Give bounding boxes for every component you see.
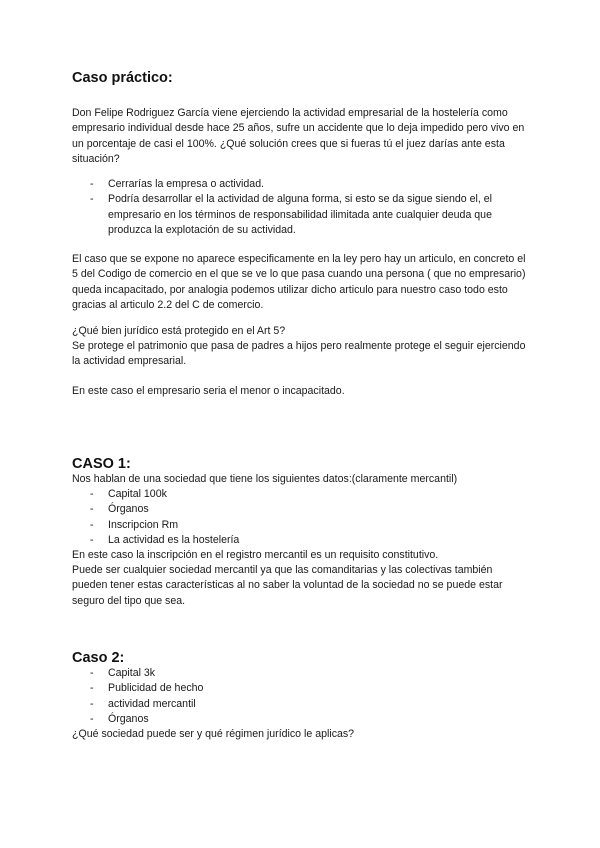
answer-paragraph: El caso que se expone no aparece especificamente en la ley pero hay un articulo, en concreto el 5 del Codigo de comercio en el que se ve lo que pasa cuando una persona ( que no empresario) queda incapacitado, por analogia podemos utilizar dicho articulo para nuestro caso todo esto gracias al articulo 2.2 del C de comercio.	[72, 253, 526, 311]
list-item: - Órganos	[72, 502, 530, 517]
bullet-dash: -	[90, 667, 94, 679]
bullet-dash: -	[90, 193, 94, 206]
bullet-dash: -	[90, 712, 94, 725]
list-item: - Capital 3k	[72, 666, 530, 681]
case-statement: Don Felipe Rodriguez García viene ejerciendo la actividad empresarial de la hostelería como empresario individual desde hace 25 años, sufre un accidente que lo deja impedido pero vivo en un porcentaje de casi el 100%. ¿Qué solución crees que si fueras tú el juez darías ante esta situación?	[72, 107, 525, 165]
section-title: Caso 2:	[72, 650, 125, 666]
bullet-dash: -	[90, 488, 94, 500]
list-item: - Órganos	[72, 712, 530, 727]
options-list	[72, 177, 530, 238]
list-item: - La actividad es la hostelería	[72, 533, 530, 548]
paragraph: Puede ser cualquier sociedad mercantil ya que las comanditarias y las colectivas también pueden tener estas características al no saber la voluntad de la sociedad no se puede estar seguro del tipo que sea.	[72, 564, 503, 607]
list-item: - Inscripcion Rm	[72, 518, 530, 533]
section-title: CASO 1:	[72, 456, 131, 472]
data-list	[72, 666, 530, 727]
bullet-dash: -	[90, 682, 94, 695]
question-text: ¿Qué bien jurídico está protegido en el Art 5?	[72, 325, 286, 337]
list-item: - Capital 100k	[72, 487, 530, 502]
bullet-dash: -	[90, 697, 94, 710]
bullet-dash: -	[90, 503, 94, 516]
paragraph: En este caso la inscripción en el registro mercantil es un requisito constitutivo.	[72, 549, 439, 561]
conclusion-text: En este caso el empresario seria el menor o incapacitado.	[72, 385, 345, 397]
bullet-dash: -	[90, 178, 94, 190]
list-item: - Podría desarrollar el la actividad de alguna forma, si esto se da sigue siendo el, el empresario en los términos de responsabilidad ilimitada ante cualquier deuda que produzca la explotación de su actividad.	[90, 193, 492, 236]
list-item: - Cerrarías la empresa o actividad.	[72, 177, 530, 192]
data-list	[72, 487, 530, 548]
case-intro: Nos hablan de una sociedad que tiene los siguientes datos:(claramente mercantil)	[72, 473, 458, 485]
answer-text: Se protege el patrimonio que pasa de padres a hijos pero realmente protege el seguir ejerciendo la actividad empresarial.	[72, 340, 526, 368]
bullet-dash: -	[90, 533, 94, 546]
bullet-dash: -	[90, 518, 94, 531]
question-text: ¿Qué sociedad puede ser y qué régimen jurídico le aplicas?	[72, 728, 355, 740]
list-item: - actividad mercantil	[72, 697, 530, 712]
list-item: - Publicidad de hecho	[72, 681, 530, 696]
section-title: Caso práctico:	[72, 70, 173, 86]
